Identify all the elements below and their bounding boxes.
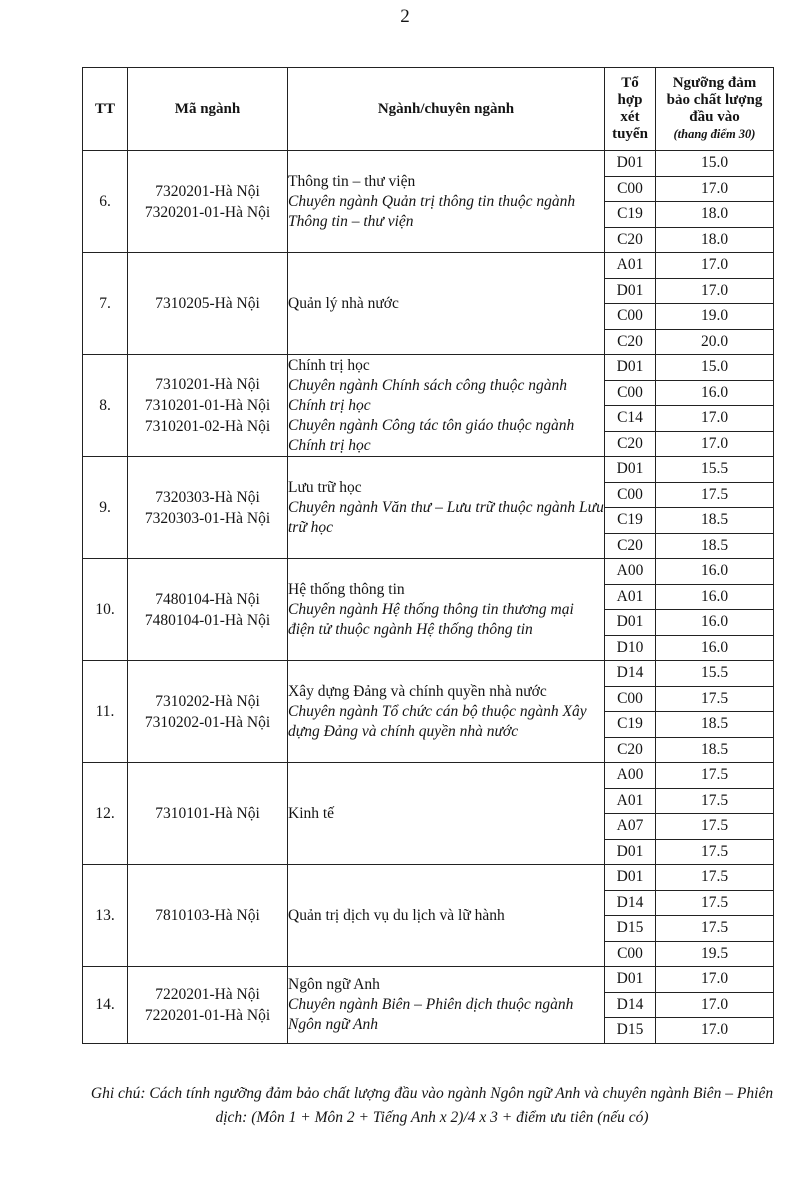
major-code: 7810103-Hà Nội [155,907,260,924]
specialization-name: Chuyên ngành Công tác tôn giáo thuộc ngành Chính trị học [288,416,575,454]
major-code: 7320303-01-Hà Nội [144,509,271,527]
major-name: Thông tin – thư viện [288,172,416,190]
major-name: Kinh tế [288,804,335,822]
table-header-row [83,68,774,151]
subject-combination: A00 [605,763,656,789]
subject-combination: D01 [605,355,656,381]
row-number: 14. [83,967,128,1044]
subject-combination: D01 [605,278,656,304]
table-row [83,967,774,993]
subject-combination: D15 [605,916,656,942]
subject-combination: C00 [605,482,656,508]
table-body [83,151,774,1044]
threshold-score: 16.0 [656,610,774,636]
header-tt: TT [83,68,128,151]
threshold-score: 17.0 [656,1018,774,1044]
major-code-cell [128,151,288,253]
row-number: 7. [83,253,128,355]
threshold-score: 17.5 [656,865,774,891]
subject-combination: C20 [605,431,656,457]
major-cell [288,559,605,661]
major-cell [288,355,605,457]
header-combination-line: Tổ [621,75,639,91]
major-name: Quản trị dịch vụ du lịch và lữ hành [288,906,505,924]
threshold-score: 17.5 [656,814,774,840]
threshold-score: 17.5 [656,763,774,789]
threshold-score: 18.5 [656,533,774,559]
subject-combination: D15 [605,1018,656,1044]
subject-combination: C19 [605,202,656,228]
threshold-score: 17.5 [656,916,774,942]
table-row [83,151,774,177]
row-number: 6. [83,151,128,253]
major-code-cell [128,763,288,865]
subject-combination: C00 [605,176,656,202]
threshold-score: 17.5 [656,788,774,814]
table-row [83,457,774,483]
major-cell [288,661,605,763]
subject-combination: C00 [605,380,656,406]
major-code: 7320201-Hà Nội [155,182,260,200]
threshold-score: 18.5 [656,737,774,763]
major-code: 7310205-Hà Nội [155,295,260,312]
major-code: 7310202-Hà Nội [155,692,260,710]
threshold-score: 17.0 [656,967,774,993]
specialization-name: Chuyên ngành Biên – Phiên dịch thuộc ngành Ngôn ngữ Anh [288,995,574,1033]
major-code: 7320201-01-Hà Nội [144,203,271,221]
header-code: Mã ngành [128,68,288,151]
threshold-score: 18.5 [656,712,774,738]
major-cell [288,967,605,1044]
major-code: 7310201-02-Hà Nội [144,418,271,435]
major-code: 7310202-01-Hà Nội [144,713,271,731]
major-code: 7310201-Hà Nội [155,376,260,393]
subject-combination: C00 [605,941,656,967]
table-row [83,763,774,789]
table-row [83,661,774,687]
major-name: Xây dựng Đảng và chính quyền nhà nước [288,682,547,700]
threshold-score: 17.0 [656,431,774,457]
major-cell [288,151,605,253]
major-cell [288,253,605,355]
subject-combination: A01 [605,253,656,279]
threshold-score: 16.0 [656,635,774,661]
major-name: Chính trị học [288,356,370,374]
subject-combination: A01 [605,788,656,814]
admission-threshold-table [82,67,774,1044]
threshold-score: 18.0 [656,227,774,253]
major-code-cell [128,865,288,967]
threshold-score: 15.0 [656,151,774,177]
specialization-name: Chuyên ngành Hệ thống thông tin thương mại điện tử thuộc ngành Hệ thống thông tin [288,600,574,638]
header-combination-line: tuyển [612,126,648,142]
row-number: 8. [83,355,128,457]
specialization-name: Chuyên ngành Chính sách công thuộc ngành Chính trị học [288,376,567,414]
row-number: 12. [83,763,128,865]
header-major: Ngành/chuyên ngành [288,68,605,151]
major-code-cell [128,967,288,1044]
subject-combination: D01 [605,610,656,636]
table-row [83,865,774,891]
subject-combination: C20 [605,329,656,355]
subject-combination: D10 [605,635,656,661]
subject-combination: C20 [605,227,656,253]
subject-combination: D01 [605,151,656,177]
table-row [83,355,774,381]
table-row [83,253,774,279]
header-threshold-line: đầu vào [689,109,740,125]
threshold-score: 15.5 [656,661,774,687]
header-threshold-scale: (thang điểm 30) [673,127,756,141]
threshold-score: 17.0 [656,992,774,1018]
header-threshold [656,68,774,151]
major-code-cell [128,253,288,355]
threshold-score: 18.5 [656,508,774,534]
major-name: Quản lý nhà nước [288,294,399,312]
subject-combination: A07 [605,814,656,840]
threshold-score: 18.0 [656,202,774,228]
threshold-score: 20.0 [656,329,774,355]
subject-combination: C19 [605,712,656,738]
subject-combination: C20 [605,533,656,559]
table-row [83,559,774,585]
header-combination-line: xét [620,109,640,125]
threshold-score: 17.0 [656,253,774,279]
major-code: 7310101-Hà Nội [155,805,260,822]
subject-combination: D01 [605,839,656,865]
subject-combination: C00 [605,304,656,330]
subject-combination: C19 [605,508,656,534]
major-code: 7310201-01-Hà Nội [144,397,271,414]
threshold-score: 17.5 [656,890,774,916]
page-number: 2 [400,6,410,27]
major-code: 7480104-01-Hà Nội [144,611,271,629]
threshold-score: 16.0 [656,584,774,610]
threshold-score: 17.0 [656,406,774,432]
header-combination [605,68,656,151]
major-code-cell [128,457,288,559]
row-number: 13. [83,865,128,967]
subject-combination: D01 [605,967,656,993]
major-code: 7220201-Hà Nội [155,985,260,1003]
major-cell [288,865,605,967]
major-cell [288,763,605,865]
row-number: 9. [83,457,128,559]
threshold-score: 15.5 [656,457,774,483]
threshold-score: 17.5 [656,686,774,712]
specialization-name: Chuyên ngành Quản trị thông tin thuộc ngành Thông tin – thư viện [288,192,576,230]
subject-combination: A01 [605,584,656,610]
major-code: 7220201-01-Hà Nội [144,1006,271,1024]
subject-combination: C20 [605,737,656,763]
subject-combination: D01 [605,457,656,483]
specialization-name: Chuyên ngành Tổ chức cán bộ thuộc ngành Xây dựng Đảng và chính quyền nhà nước [288,702,587,740]
header-threshold-line: Ngưỡng đảm [672,75,757,91]
threshold-score: 16.0 [656,559,774,585]
major-code-cell [128,559,288,661]
threshold-score: 17.0 [656,176,774,202]
major-name: Lưu trữ học [288,478,362,496]
threshold-score: 17.5 [656,482,774,508]
subject-combination: C00 [605,686,656,712]
major-name: Hệ thống thông tin [288,580,405,598]
specialization-name: Chuyên ngành Văn thư – Lưu trữ thuộc ngành Lưu trữ học [288,498,604,536]
major-cell [288,457,605,559]
subject-combination: D14 [605,661,656,687]
footnote: Ghi chú: Cách tính ngưỡng đảm bảo chất lượng đầu vào ngành Ngôn ngữ Anh và chuyên ngành Biên – Phiên dịch: (Môn 1 + Môn 2 + Tiếng Anh x 2)/4 x 3 + điểm ưu tiên (nếu có) [90,1085,774,1126]
major-code: 7480104-Hà Nội [155,590,260,608]
subject-combination: D01 [605,865,656,891]
subject-combination: D14 [605,992,656,1018]
threshold-score: 17.0 [656,278,774,304]
major-code-cell [128,355,288,457]
threshold-score: 19.0 [656,304,774,330]
subject-combination: C14 [605,406,656,432]
header-threshold-line: bảo chất lượng [666,92,763,108]
threshold-score: 15.0 [656,355,774,381]
major-code: 7320303-Hà Nội [155,488,260,506]
threshold-score: 19.5 [656,941,774,967]
subject-combination: D14 [605,890,656,916]
row-number: 10. [83,559,128,661]
major-name: Ngôn ngữ Anh [288,975,380,993]
threshold-score: 16.0 [656,380,774,406]
header-combination-line: hợp [617,92,643,108]
major-code-cell [128,661,288,763]
row-number: 11. [83,661,128,763]
subject-combination: A00 [605,559,656,585]
threshold-score: 17.5 [656,839,774,865]
